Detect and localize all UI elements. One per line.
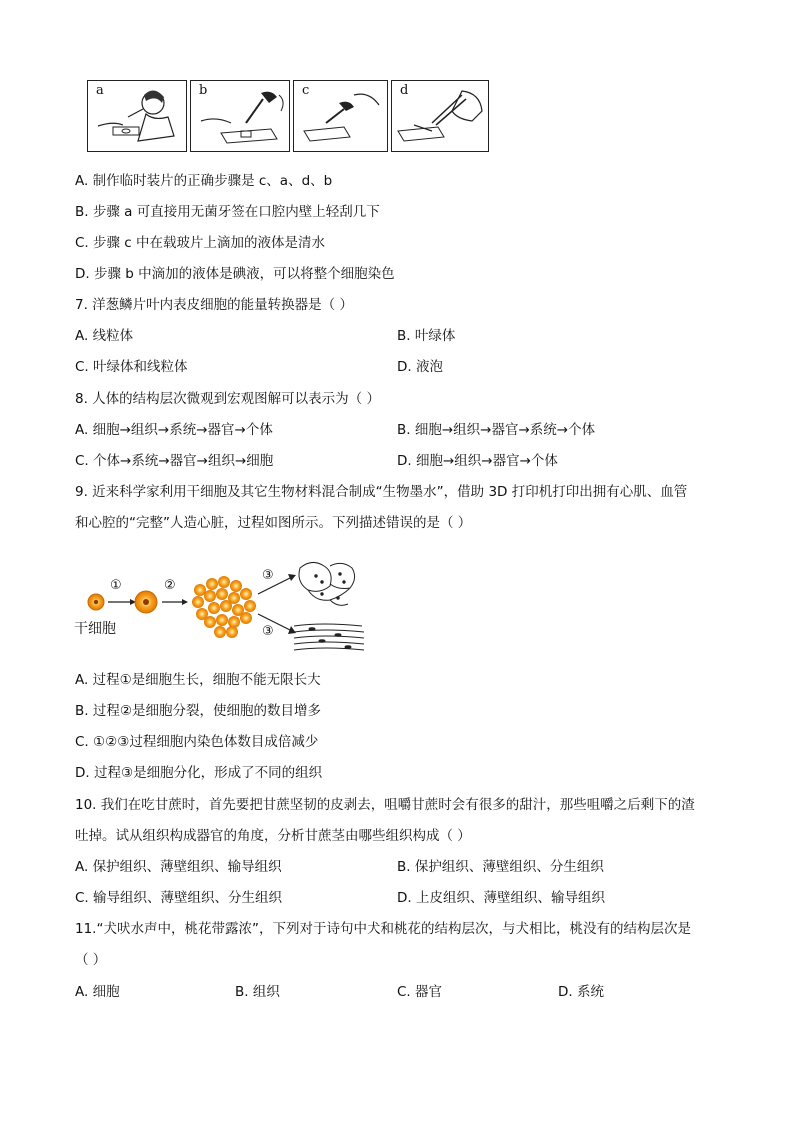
q6-option-b: B. 步骤 a 可直接用无菌牙签在口腔内壁上轻刮几下 — [75, 204, 380, 220]
q8-stem: 8. 人体的结构层次微观到宏观图解可以表示为（ ） — [75, 391, 380, 407]
step-d-panel — [391, 80, 489, 152]
step-1-label: ① — [110, 578, 122, 593]
dropper-stain-illustration — [191, 81, 291, 153]
q7-stem: 7. 洋葱鳞片叶内表皮细胞的能量转换器是（ ） — [75, 297, 353, 313]
cheek-swab-illustration — [88, 81, 188, 153]
q9-option-a: A. 过程①是细胞生长，细胞不能无限长大 — [75, 672, 321, 688]
q10-option-c: C. 输导组织、薄壁组织、分生组织 — [75, 890, 283, 906]
q11-option-b: B. 组织 — [235, 984, 280, 1000]
q10-stem-line2: 吐掉。试从组织构成器官的角度，分析甘蔗茎由哪些组织构成（ ） — [75, 828, 471, 844]
step-b-panel — [190, 80, 290, 152]
q7-option-d: D. 液泡 — [397, 359, 443, 375]
cell-cluster-icon — [192, 576, 256, 638]
q6-option-d: D. 步骤 b 中滴加的液体是碘液，可以将整个细胞染色 — [75, 266, 395, 282]
q6-option-c: C. 步骤 c 中在载玻片上滴加的液体是清水 — [75, 235, 326, 251]
q8-option-d: D. 细胞→组织→器官→个体 — [397, 453, 558, 469]
step-2-label: ② — [164, 578, 176, 593]
drop-water-illustration — [294, 81, 389, 153]
step-c-label: c — [302, 83, 310, 98]
stem-cell-label: 干细胞 — [74, 621, 116, 637]
q7-option-a: A. 线粒体 — [75, 328, 134, 344]
step-c-panel — [293, 80, 388, 152]
step-a-panel — [87, 80, 187, 152]
q11-option-c: C. 器官 — [397, 984, 443, 1000]
cover-slip-illustration — [392, 81, 490, 153]
q11-option-a: A. 细胞 — [75, 984, 120, 1000]
q9-option-d: D. 过程③是细胞分化，形成了不同的组织 — [75, 765, 323, 781]
q11-option-d: D. 系统 — [558, 984, 604, 1000]
q7-option-b: B. 叶绿体 — [397, 328, 456, 344]
step-b-label: b — [199, 83, 208, 98]
q11-stem-line1: 11.“犬吠水声中，桃花带露浓”，下列对于诗句中犬和桃花的结构层次，与犬相比，桃没有的结构层次是 — [75, 921, 691, 937]
step-3a-label: ③ — [262, 568, 274, 583]
step-a-label: a — [96, 83, 104, 98]
q8-option-c: C. 个体→系统→器官→组织→细胞 — [75, 453, 274, 469]
step-d-label: d — [400, 83, 409, 98]
stem-cell-process-diagram — [72, 560, 372, 660]
q8-option-a: A. 细胞→组织→系统→器官→个体 — [75, 422, 273, 438]
q10-option-d: D. 上皮组织、薄壁组织、输导组织 — [397, 890, 605, 906]
muscle-tissue-icon — [294, 624, 364, 650]
step-3b-label: ③ — [262, 624, 274, 639]
q9-stem-line1: 9. 近来科学家利用干细胞及其它生物材料混合制成“生物墨水”，借助 3D 打印机打印出拥有心肌、血管 — [75, 484, 688, 500]
q11-stem-line2: （ ） — [75, 952, 107, 968]
q6-option-a: A. 制作临时装片的正确步骤是 c、a、d、b — [75, 173, 333, 189]
q9-stem-line2: 和心腔的“完整”人造心脏，过程如图所示。下列描述错误的是（ ） — [75, 515, 472, 531]
q8-option-b: B. 细胞→组织→器官→系统→个体 — [397, 422, 596, 438]
q10-option-b: B. 保护组织、薄壁组织、分生组织 — [397, 859, 604, 875]
process-diagram-svg — [72, 560, 372, 660]
q9-option-c: C. ①②③过程细胞内染色体数目成倍减少 — [75, 734, 319, 750]
tissue-cells-icon — [299, 562, 355, 605]
q10-stem-line1: 10. 我们在吃甘蔗时，首先要把甘蔗坚韧的皮剥去，咀嚼甘蔗时会有很多的甜汁，那些咀嚼之后剩下的渣 — [75, 797, 695, 813]
q10-option-a: A. 保护组织、薄壁组织、输导组织 — [75, 859, 282, 875]
q7-option-c: C. 叶绿体和线粒体 — [75, 359, 188, 375]
q9-option-b: B. 过程②是细胞分裂，使细胞的数目增多 — [75, 703, 321, 719]
